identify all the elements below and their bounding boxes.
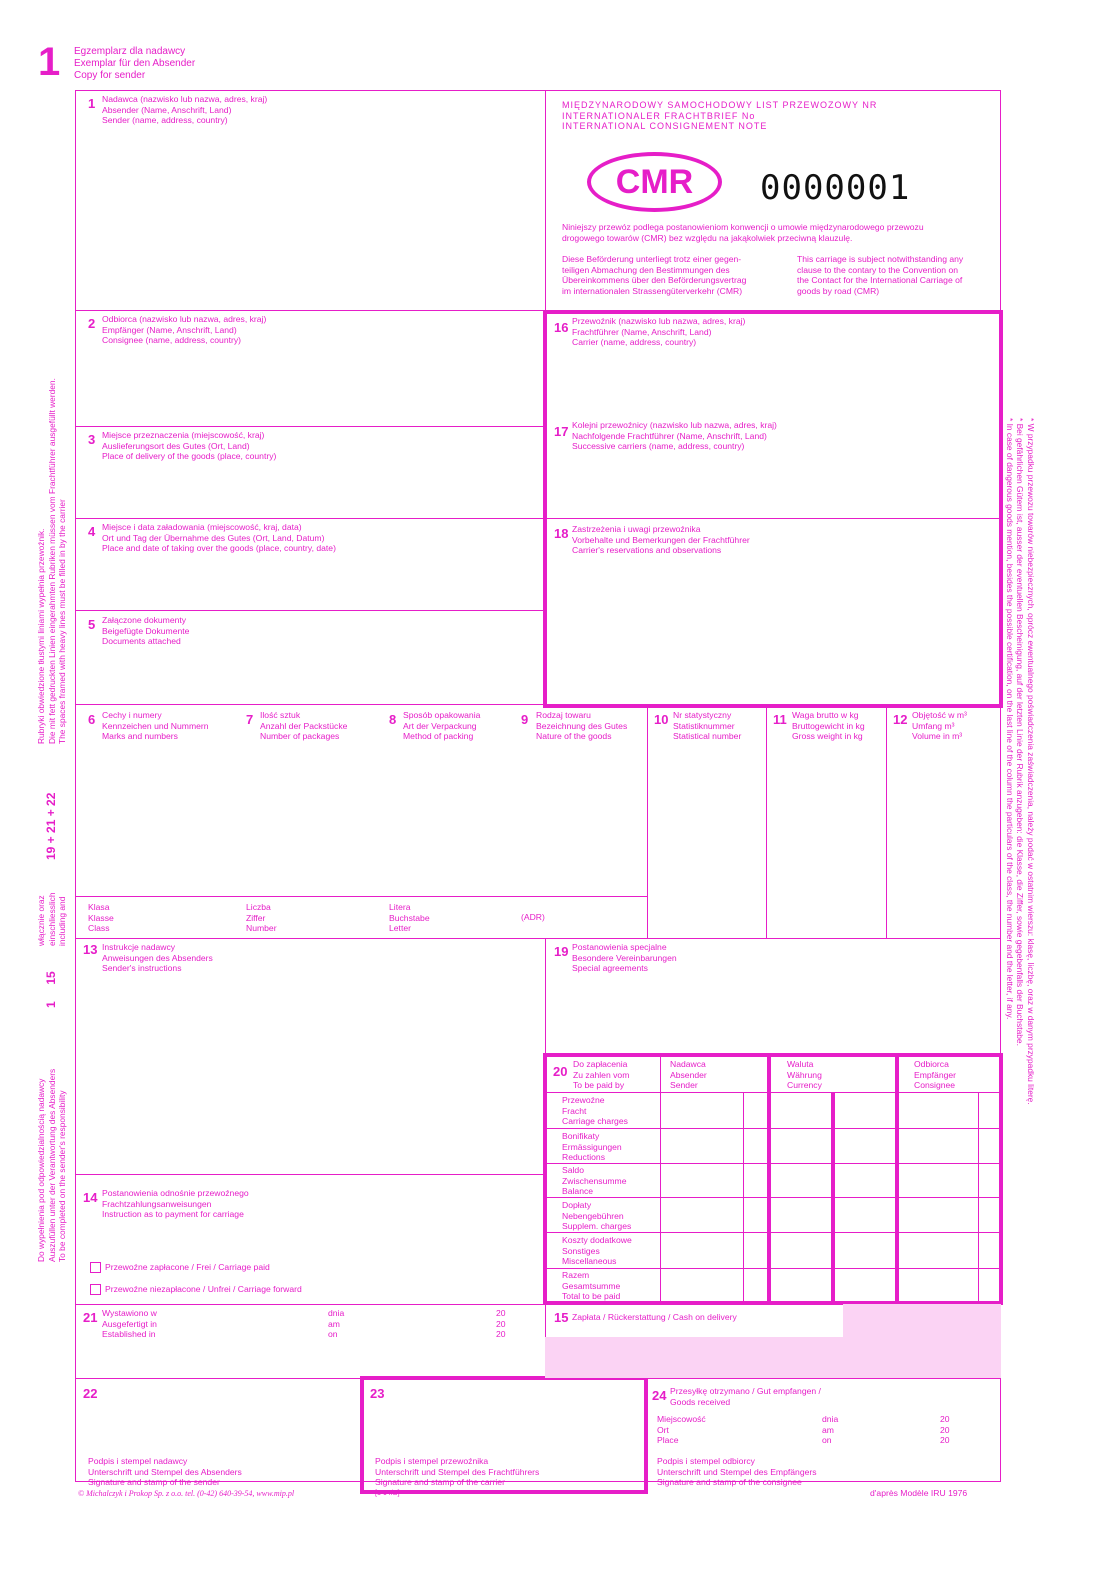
charges-row-total: Razem Gesamtsumme Total to be paid xyxy=(562,1270,621,1302)
box-4-loading-place[interactable]: Miejsce i data załadowania (miejscowość, kraj, data) Ort und Tag der Übernahme des Gutes (Ort, Land, Datum) Place and date of taking over the goods (place, country, date) xyxy=(102,522,336,554)
iru-model: d'après Modèle IRU 1976 xyxy=(870,1488,968,1498)
charges-row-supplementary: Dopłaty Nebengebühren Supplem. charges xyxy=(562,1200,632,1232)
box-2-consignee[interactable]: Odbiorca (nazwisko lub nazwa, adres, kraj) Empfänger (Name, Anschrift, Land) Consignee (name, address, country) xyxy=(102,314,267,346)
side-note-carrier-fields: Rubryki obwiedzione tłustymi liniami wypełnia przewoźnik. Die mit fett gedruckten Linien eingerahmten Rubriken müssen vom Frachtführer ausgefüllt werden. The spaces framed with heavy lines must be filled in by the carrier xyxy=(36,378,67,744)
side-note-dangerous-goods: * W przypadku przewozu towarów niebezpiecznych, oprócz ewentualnego poświadczenia zaświadczenia, należy podać w ostatnim wierszu: klasę, liczbę, oraz w danym przypadku literę. * Bei gefährlichen Gütern ist, ausser der eventuellen Bescheinigung, auf der letzten Linie der Rubrik anzugeben: die Klasse, die Ziffer, sowie gegebenfalls der Buchstabe. * In case of dangerous goods mention, besides the possible certification, on the last line of the column the particulars of the class, the number and the letter, if any. xyxy=(1005,418,1036,1105)
cmr-logo: CMR xyxy=(587,152,722,212)
box-19-special-agreements[interactable]: Postanowienia specjalne Besondere Vereinbarungen Special agreements xyxy=(572,942,677,974)
box-10-statistical[interactable]: Nr statystyczny Statistiknummer Statistical number xyxy=(673,710,742,742)
box-9-number: 9 xyxy=(521,712,529,727)
divider xyxy=(831,1092,835,1303)
box-4-number: 4 xyxy=(88,524,96,539)
divider xyxy=(545,1128,1001,1129)
divider xyxy=(660,1057,661,1303)
box-24-goods-received: Przesyłkę otrzymano / Gut empfangen / Goods received xyxy=(670,1386,821,1407)
divider xyxy=(766,704,767,938)
box-20-paid-by: Do zapłacenia Zu zahlen vom To be paid by xyxy=(573,1059,630,1091)
box-1-sender[interactable]: Nadawca (nazwisko lub nazwa, adres, kraj) Absender (Name, Anschrift, Land) Sender (name, address, country) xyxy=(102,94,268,126)
divider xyxy=(75,938,1001,939)
box-10-number: 10 xyxy=(654,712,669,727)
box-16-carrier[interactable]: Przewoźnik (nazwisko lub nazwa, adres, kraj) Frachtführer (Name, Anschrift, Land) Carrier (name, address, country) xyxy=(572,316,746,348)
box-12-number: 12 xyxy=(893,712,908,727)
box-24-year: 20 20 20 xyxy=(940,1414,950,1446)
box-22-number: 22 xyxy=(83,1386,98,1401)
box-22-sender-signature[interactable]: Podpis i stempel nadawcy Unterschrift und Stempel des Absenders Signature and stamp of the sender xyxy=(88,1456,242,1488)
box-8-number: 8 xyxy=(389,712,397,727)
title-lines: MIĘDZYNARODOWY SAMOCHODOWY LIST PRZEWOZOWY NR INTERNATIONALER FRACHTBRIEF No INTERNATIONAL CONSIGNEMENT NOTE xyxy=(562,100,878,132)
box-7-number: 7 xyxy=(246,712,254,727)
convention-en: This carriage is subject notwithstanding any clause to the contary to the Convention on the Contact for the International Carriage of goods by road (CMR) xyxy=(797,254,964,296)
box-21-number: 21 xyxy=(83,1310,98,1325)
box-5-documents[interactable]: Załączone dokumenty Beigefügte Dokumente Documents attached xyxy=(102,615,190,647)
box-11-gross-weight[interactable]: Waga brutto w kg Bruttogewicht in kg Gross weight in kg xyxy=(792,710,865,742)
divider xyxy=(545,1268,1001,1269)
divider xyxy=(545,1163,1001,1164)
side-note-sender-responsibility: Do wypełnienia pod odpowiedzialnością nadawcy Auszufüllen unter der Verantwortung des Absenders To be completed on the sender's responsibility xyxy=(36,1068,67,1262)
box-3-delivery-place[interactable]: Miejsce przeznaczenia (miejscowość, kraj) Auslieferungsort des Gutes (Ort, Land) Place of delivery of the goods (place, country) xyxy=(102,430,277,462)
convention-de: Diese Beförderung unterliegt trotz einer gegen- teiligen Abmachung den Bestimmungen des Übereinkommens über den Beförderungsvertrag im internationalen Strassengüterverkehr (CMR) xyxy=(562,254,747,296)
divider xyxy=(743,1092,744,1303)
adr-label: (ADR) xyxy=(521,912,545,922)
divider xyxy=(75,896,647,897)
box-6-marks[interactable]: Cechy i numery Kennzeichen und Nummern Marks and numbers xyxy=(102,710,209,742)
box-24-number: 24 xyxy=(652,1388,667,1403)
copy-label: Egzemplarz dla nadawcy Exemplar für den Absender Copy for sender xyxy=(74,46,196,81)
box-14-payment: Postanowienia odnośnie przewoźnego Frachtzahlungsanweisungen Instruction as to payment for carriage xyxy=(102,1188,249,1220)
divider xyxy=(978,1092,979,1303)
box-20-consignee-col: Odbiorca Empfänger Consignee xyxy=(914,1059,957,1091)
charges-row-carriage: Przewoźne Fracht Carriage charges xyxy=(562,1095,628,1127)
adr-number-label: Liczba Ziffer Number xyxy=(246,902,277,934)
box-1-number: 1 xyxy=(88,96,96,111)
box-18-reservations[interactable]: Zastrzeżenia i uwagi przewoźnika Vorbehalte und Bemerkungen der Frachtführer Carrier's reservations and observations xyxy=(572,524,750,556)
box-11-number: 11 xyxy=(773,712,787,727)
adr-class-label: Klasa Klasse Class xyxy=(88,902,114,934)
box-17-number: 17 xyxy=(554,424,569,439)
box-24-place[interactable]: Miejscowość Ort Place xyxy=(657,1414,706,1446)
cash-on-delivery-shade xyxy=(545,1337,1001,1378)
box-24-consignee-signature[interactable]: Podpis i stempel odbiorcy Unterschrift und Stempel des Empfängers Signature and stamp of the consignee xyxy=(657,1456,817,1488)
box-5-number: 5 xyxy=(88,617,96,632)
box-21-date: dnia am on xyxy=(328,1308,345,1340)
cash-on-delivery-shade xyxy=(843,1304,1001,1338)
carriage-forward-option[interactable]: Przewoźne niezapłacone / Unfrei / Carriage forward xyxy=(90,1284,302,1295)
box-13-instructions[interactable]: Instrukcje nadawcy Anweisungen des Absenders Sender's instructions xyxy=(102,942,213,974)
box-9-nature-goods[interactable]: Rodzaj towaru Bezeichnung des Gutes Nature of the goods xyxy=(536,710,628,742)
divider xyxy=(647,704,648,938)
divider xyxy=(895,1053,899,1303)
divider xyxy=(75,426,545,427)
box-3-number: 3 xyxy=(88,432,96,447)
box-14-number: 14 xyxy=(83,1190,98,1205)
carrier-frame xyxy=(543,310,1003,708)
box-13-number: 13 xyxy=(83,942,98,957)
box-21-established[interactable]: Wystawiono w Ausgefertigt in Established in xyxy=(102,1308,157,1340)
side-note-field-numbers: 19 + 21 + 22 xyxy=(44,792,58,860)
box-19-number: 19 xyxy=(554,944,569,959)
form-code: [1-94/B] xyxy=(375,1490,400,1497)
box-18-number: 18 xyxy=(554,526,569,541)
carriage-forward-checkbox[interactable] xyxy=(90,1284,101,1295)
carriage-paid-option[interactable]: Przewoźne zapłacone / Frei / Carriage paid xyxy=(90,1262,270,1273)
side-note-field-range: 1 15 xyxy=(44,971,58,1008)
box-24-date: dnia am on xyxy=(822,1414,839,1446)
box-20-number: 20 xyxy=(553,1064,568,1079)
box-15-cash-on-delivery[interactable]: Zapłata / Rückerstattung / Cash on delivery xyxy=(572,1312,737,1322)
divider xyxy=(75,310,545,311)
adr-letter-label: Litera Buchstabe Letter xyxy=(389,902,430,934)
divider xyxy=(767,1053,771,1303)
divider xyxy=(886,704,887,938)
box-12-volume[interactable]: Objętość w m³ Umfang m³ Volume in m³ xyxy=(912,710,967,742)
box-2-number: 2 xyxy=(88,316,96,331)
box-20-currency-col: Waluta Währung Currency xyxy=(787,1059,822,1091)
divider xyxy=(545,1197,1001,1198)
convention-pl: Niniejszy przewóz podlega postanowieniom konwencji o umowie międzynarodowego przewozu drogowego towarów (CMR) bez względu na jakąkolwiek przeciwną klauzulę. xyxy=(562,222,924,243)
side-note-including: włącznie oraz einschliesslich including and xyxy=(36,892,67,946)
document-number: 0000001 xyxy=(760,168,911,208)
charges-row-reductions: Bonifikaty Ermässigungen Reductions xyxy=(562,1131,622,1163)
charges-row-misc: Koszty dodatkowe Sonstiges Miscellaneous xyxy=(562,1235,632,1267)
divider xyxy=(545,1092,1001,1093)
box-17-successive-carriers[interactable]: Kolejni przewoźnicy (nazwisko lub nazwa, adres, kraj) Nachfolgende Frachtführer (Name, Anschrift, Land) Successive carriers (name, address, country) xyxy=(572,420,777,452)
charges-row-balance: Saldo Zwischensumme Balance xyxy=(562,1165,627,1197)
box-16-number: 16 xyxy=(554,320,569,335)
divider xyxy=(75,1174,545,1175)
box-6-number: 6 xyxy=(88,712,96,727)
copy-number: 1 xyxy=(38,40,61,84)
box-23-carrier-signature[interactable]: Podpis i stempel przewoźnika Unterschrift und Stempel des Frachtführers Signature and stamp of the carrier xyxy=(375,1456,540,1488)
carriage-paid-checkbox[interactable] xyxy=(90,1262,101,1273)
box-21-year: 20 20 20 xyxy=(496,1308,506,1340)
box-20-sender-col: Nadawca Absender Sender xyxy=(670,1059,707,1091)
printer-credit: © Michalczyk i Prokop Sp. z o.o. tel. (0-42) 640-39-54, www.mip.pl xyxy=(78,1489,295,1498)
box-23-number: 23 xyxy=(370,1386,385,1401)
divider xyxy=(545,1232,1001,1233)
box-15-number: 15 xyxy=(554,1310,569,1325)
box-7-packages[interactable]: Ilość sztuk Anzahl der Packstücke Number of packages xyxy=(260,710,348,742)
box-8-packing[interactable]: Sposób opakowania Art der Verpackung Method of packing xyxy=(403,710,481,742)
divider xyxy=(75,610,545,611)
